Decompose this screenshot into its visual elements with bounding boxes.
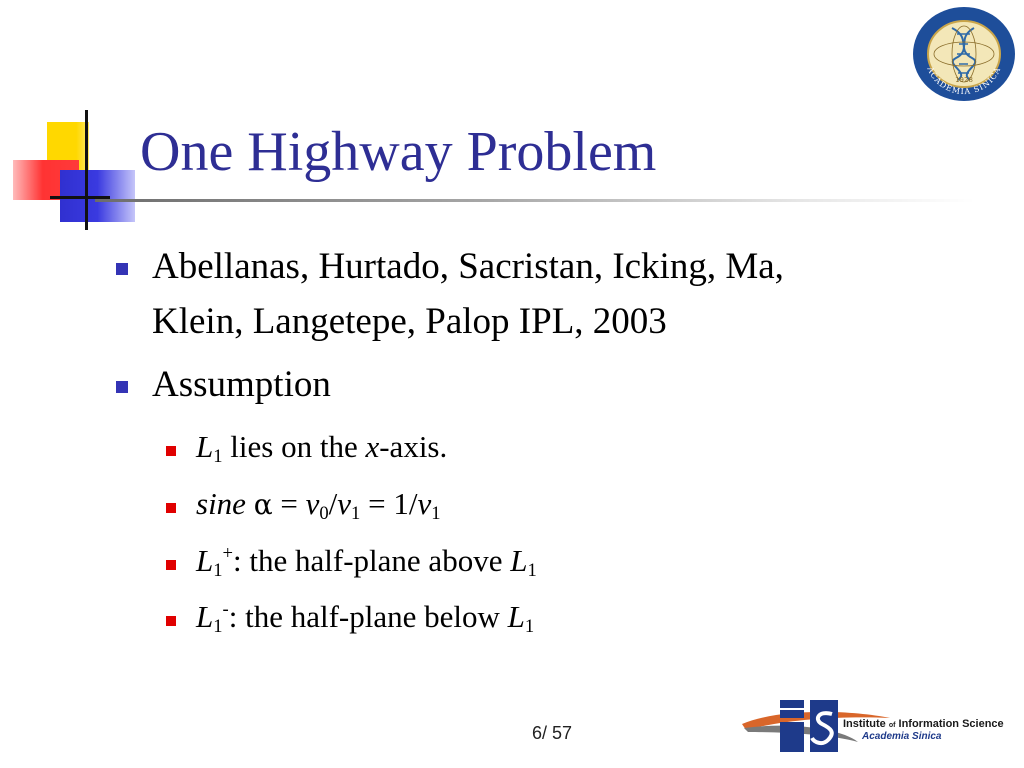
seal-year: 1928 [955, 76, 973, 84]
bullet-text-line1: Abellanas, Hurtado, Sacristan, Icking, Ma, [152, 246, 784, 287]
academia-sinica-seal [912, 6, 1016, 102]
iis-logo-line1: Institute of Information Science [843, 718, 1004, 730]
sub-bullet-half-plane-below: $L_1^-$: the half-plane below $L_1$ [196, 599, 535, 637]
sub-bullet-marker [166, 616, 176, 626]
bullet-text-assumption: Assumption [152, 364, 331, 405]
slide-title: One Highway Problem [140, 121, 657, 183]
vertical-rule [85, 110, 88, 230]
decorative-squares [0, 105, 150, 230]
sub-bullet-sine: sine $\alpha = v_0/v_1 = 1/v_1$ [196, 486, 441, 524]
sub-bullet-marker [166, 446, 176, 456]
sub-bullet-marker [166, 560, 176, 570]
page-number: 6/ 57 [532, 723, 573, 743]
bullet-marker [116, 381, 128, 393]
seal-text: ACADEMIA SINICA [925, 65, 1003, 97]
sub-bullet-half-plane-above: $L_1^+$: the half-plane above $L_1$ [196, 543, 537, 581]
bullet-marker [116, 263, 128, 275]
sub-bullet-marker [166, 503, 176, 513]
iis-logo-line2: Academia Sinica [862, 731, 942, 742]
title-underline [95, 199, 975, 202]
bullet-text-line2: Klein, Langetepe, Palop IPL, 2003 [152, 301, 667, 342]
sub-bullet-l1-axis: $L_1$ lies on the x-axis. [196, 429, 448, 467]
